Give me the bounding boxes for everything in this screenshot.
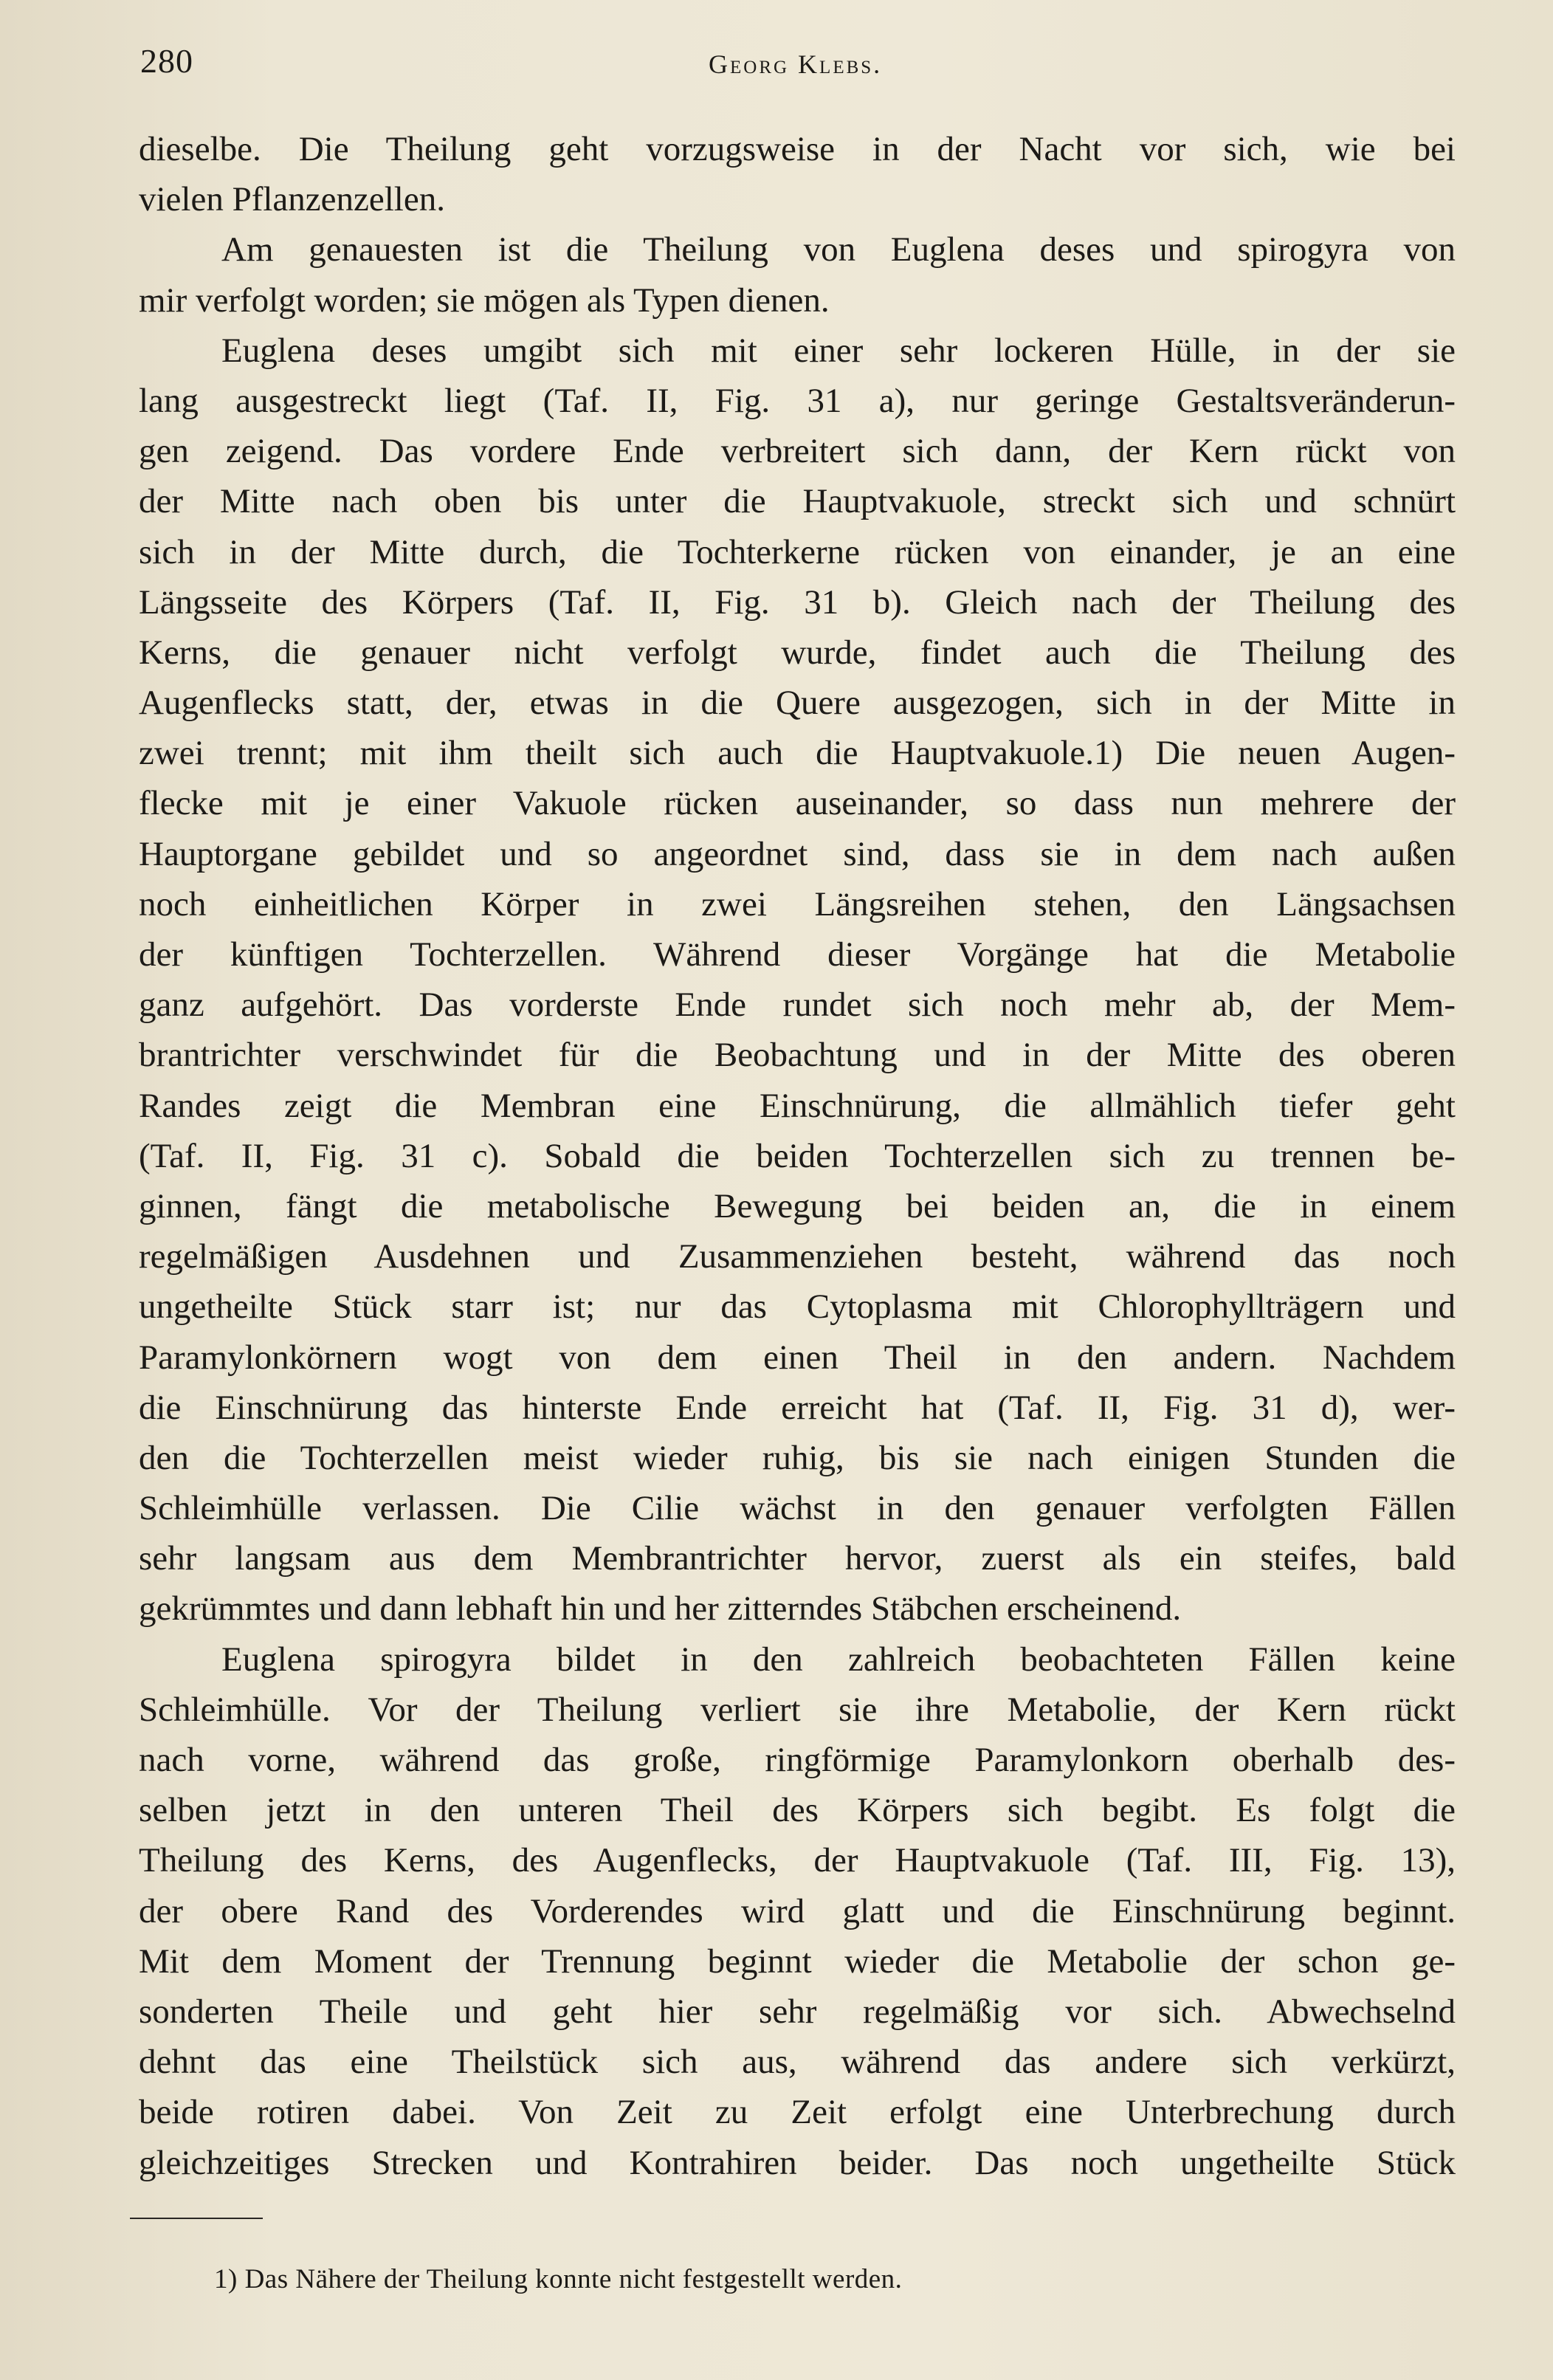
text-line: Euglena spirogyra bildet in den zahlreich beobachteten Fällen keine	[221, 1640, 1456, 1679]
text-line: brantrichter verschwindet für die Beobachtung und in der Mitte des oberen	[139, 1036, 1456, 1075]
text-line: regelmäßigen Ausdehnen und Zusammenziehen besteht, während das noch	[139, 1237, 1456, 1276]
text-line: Randes zeigt die Membran eine Einschnürung, die allmählich tiefer geht	[139, 1086, 1456, 1125]
text-line: Schleimhülle. Vor der Theilung verliert sie ihre Metabolie, der Kern rückt	[139, 1690, 1456, 1729]
text-line: Längsseite des Körpers (Taf. II, Fig. 31 b). Gleich nach der Theilung des	[139, 582, 1456, 622]
footnote: 1) Das Nähere der Theilung konnte nicht festgestellt werden.	[214, 2264, 903, 2294]
text-line: sehr langsam aus dem Membrantrichter hervor, zuerst als ein steifes, bald	[139, 1539, 1456, 1578]
text-line: Paramylonkörnern wogt von dem einen Theil in den andern. Nachdem	[139, 1338, 1456, 1377]
text-line: Mit dem Moment der Trennung beginnt wieder die Metabolie der schon ge-	[139, 1942, 1456, 1981]
text-line: Augenflecks statt, der, etwas in die Quere ausgezogen, sich in der Mitte in	[139, 684, 1456, 723]
text-line: zwei trennt; mit ihm theilt sich auch die Hauptvakuole.1) Die neuen Augen-	[139, 734, 1456, 773]
text-line: Hauptorgane gebildet und so angeordnet sind, dass sie in dem nach außen	[139, 834, 1456, 873]
text-line: die Einschnürung das hinterste Ende erreicht hat (Taf. II, Fig. 31 d), wer-	[139, 1388, 1456, 1427]
page-header	[140, 41, 1461, 93]
text-line: der Mitte nach oben bis unter die Hauptvakuole, streckt sich und schnürt	[139, 482, 1456, 521]
running-head: Georg Klebs.	[709, 49, 883, 79]
text-line: Am genauesten ist die Theilung von Euglena deses und spirogyra von	[221, 230, 1456, 269]
text-line: mir verfolgt worden; sie mögen als Typen dienen.	[139, 281, 830, 320]
text-line: gen zeigend. Das vordere Ende verbreitert sich dann, der Kern rückt von	[139, 432, 1456, 471]
text-line: flecke mit je einer Vakuole rücken auseinander, so dass nun mehrere der	[139, 784, 1456, 823]
footnote-rule	[130, 2218, 263, 2219]
body-text	[139, 124, 1456, 2188]
text-line: Kerns, die genauer nicht verfolgt wurde, findet auch die Theilung des	[139, 633, 1456, 672]
text-line: dehnt das eine Theilstück sich aus, während das andere sich verkürzt,	[139, 2043, 1456, 2082]
text-line: sich in der Mitte durch, die Tochterkerne rücken von einander, je an eine	[139, 532, 1456, 571]
text-line: (Taf. II, Fig. 31 c). Sobald die beiden Tochterzellen sich zu trennen be-	[139, 1136, 1456, 1175]
text-line: Euglena deses umgibt sich mit einer sehr lockeren Hülle, in der sie	[221, 331, 1456, 370]
text-line: den die Tochterzellen meist wieder ruhig, bis sie nach einigen Stunden die	[139, 1438, 1456, 1477]
text-line: dieselbe. Die Theilung geht vorzugsweise in der Nacht vor sich, wie bei	[139, 130, 1456, 168]
page-number: 280	[140, 42, 193, 80]
text-line: gleichzeitiges Strecken und Kontrahiren beider. Das noch ungetheilte Stück	[139, 2143, 1456, 2182]
text-line: beide rotiren dabei. Von Zeit zu Zeit erfolgt eine Unterbrechung durch	[139, 2093, 1456, 2132]
text-line: selben jetzt in den unteren Theil des Körpers sich begibt. Es folgt die	[139, 1791, 1456, 1830]
text-line: gekrümmtes und dann lebhaft hin und her zitterndes Stäbchen erscheinend.	[139, 1589, 1182, 1628]
text-line: Schleimhülle verlassen. Die Cilie wächst in den genauer verfolgten Fällen	[139, 1489, 1456, 1528]
text-line: Theilung des Kerns, des Augenflecks, der Hauptvakuole (Taf. III, Fig. 13),	[139, 1841, 1456, 1880]
text-line: noch einheitlichen Körper in zwei Längsreihen stehen, den Längsachsen	[139, 884, 1456, 924]
text-line: der obere Rand des Vorderendes wird glatt und die Einschnürung beginnt.	[139, 1891, 1456, 1930]
text-line: ginnen, fängt die metabolische Bewegung bei beiden an, die in einem	[139, 1186, 1456, 1225]
text-line: vielen Pflanzenzellen.	[139, 180, 445, 219]
text-line: sonderten Theile und geht hier sehr regelmäßig vor sich. Abwechselnd	[139, 1992, 1456, 2031]
text-line: ungetheilte Stück starr ist; nur das Cytoplasma mit Chlorophyllträgern und	[139, 1287, 1456, 1327]
text-line: nach vorne, während das große, ringförmige Paramylonkorn oberhalb des-	[139, 1741, 1456, 1779]
text-line: der künftigen Tochterzellen. Während dieser Vorgänge hat die Metabolie	[139, 935, 1456, 974]
text-line: lang ausgestreckt liegt (Taf. II, Fig. 31 a), nur geringe Gestaltsveränderun-	[139, 381, 1456, 420]
text-line: ganz aufgehört. Das vorderste Ende rundet sich noch mehr ab, der Mem-	[139, 986, 1456, 1025]
